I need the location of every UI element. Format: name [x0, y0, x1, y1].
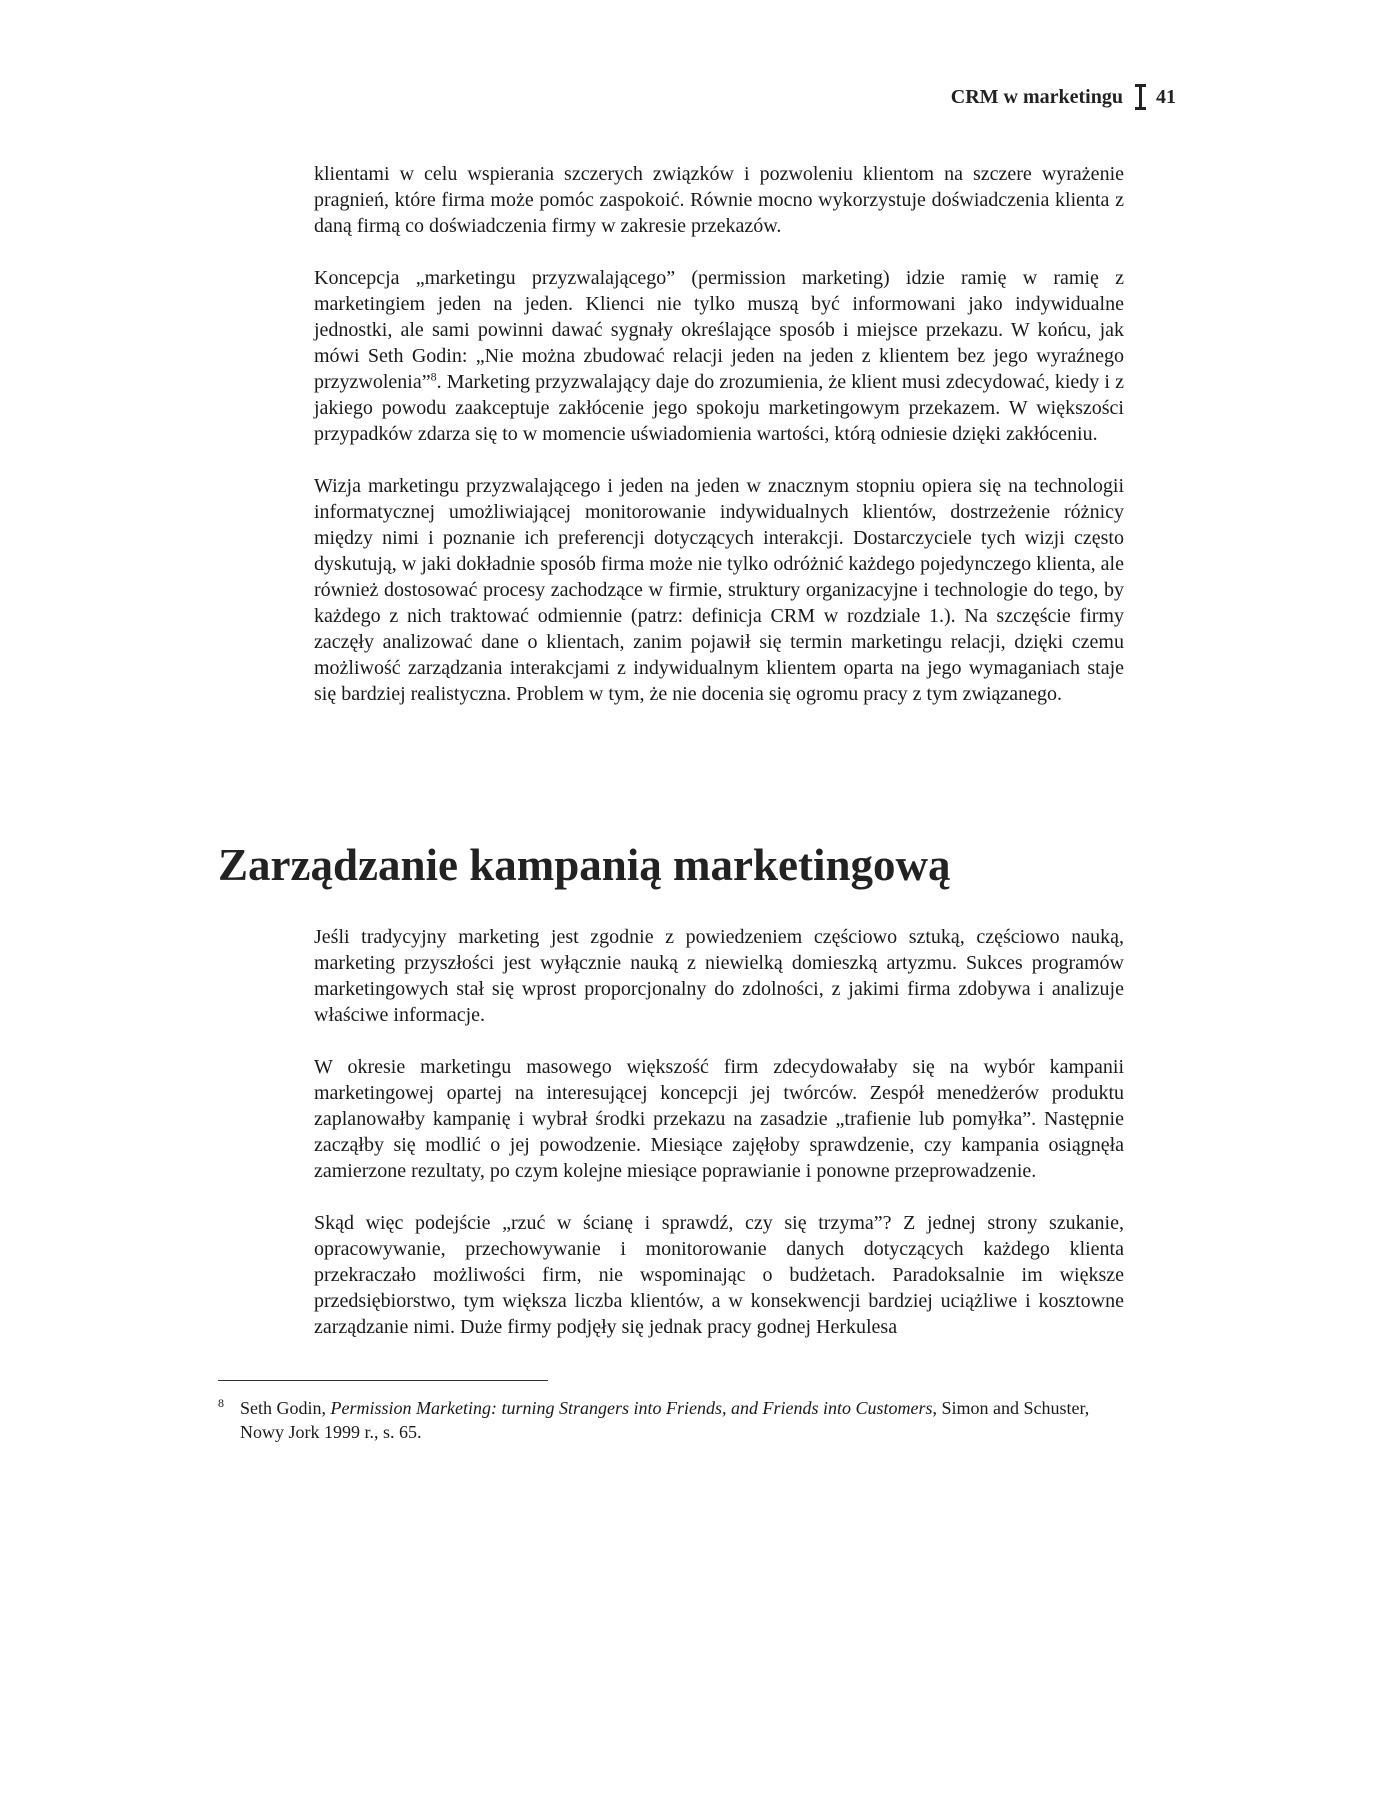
running-header: [951, 84, 1176, 110]
paragraph: klientami w celu wspierania szczerych związków i pozwoleniu klientom na szczere wyrażenie pragnień, które firma może pomóc zaspokoić. Równie mocno wykorzystuje doświadczenia klienta z daną firmą co doświadczenia firmy w zakresie przekazów.: [314, 163, 1124, 237]
footnote-divider: [218, 1380, 548, 1381]
section-heading: Zarządzanie kampanią marketingową: [218, 840, 951, 890]
paragraph: Skąd więc podejście „rzuć w ścianę i sprawdź, czy się trzyma”? Z jednej strony szukanie, opracowywanie, przechowywanie i monitorowanie danych dotyczących każdego klienta przekraczało możliwości firm, nie wspominając o budżetach. Paradoksalnie im większe przedsiębiorstwo, tym większa liczba klientów, a w konsekwencji bardziej uciążliwe i kosztowne zarządzanie nimi. Duże firmy podjęły się jednak pracy godnej Herkulesa: [314, 1212, 1124, 1338]
paragraph-with-footnote-ref: [314, 265, 1124, 447]
footnote-reference[interactable]: 8: [430, 369, 437, 384]
footnote-text: [234, 1396, 1124, 1444]
footnote-publication: , Simon and Schuster, Nowy Jork 1999 r., s. 65.: [240, 1398, 1090, 1442]
paragraph: W okresie marketingu masowego większość firm zdecydowałaby się na wybór kampanii marketingowej opartej na interesującej koncepcji jej twórców. Zespół menedżerów produktu zaplanowałby kampanię i wybrał środki przekazu na zasadzie „trafienie lub pomyłka”. Następnie zacząłby się modlić o jej powodzenie. Miesiące zajęłoby sprawdzenie, czy kampania osiągnęła zamierzone rezultaty, po czym kolejne miesiące poprawianie i ponowne przeprowadzenie.: [314, 1056, 1124, 1182]
footnote-book-title: Permission Marketing: turning Strangers into Friends, and Friends into Customers: [330, 1398, 933, 1418]
body-section-2: [314, 924, 1124, 1340]
footnote-author: Seth Godin,: [240, 1398, 331, 1418]
running-header-title: CRM w marketingu: [950, 85, 1123, 108]
paragraph-text: . Marketing przyzwalający daje do zrozumienia, że klient musi zdecydować, kiedy i z jakiego powodu zaakceptuje zakłócenie jego spokoju marketingowym przekazem. W większości przypadków zdarza się to w momencie uświadomienia wartości, którą odniesie dzięki zakłóceniu.: [314, 371, 1124, 445]
page-number: 41: [1156, 85, 1176, 108]
paragraph: Jeśli tradycyjny marketing jest zgodnie z powiedzeniem częściowo sztuką, częściowo nauką, marketing przyszłości jest wyłącznie nauką z niewielką domieszką artyzmu. Sukces programów marketingowych stał się wprost proporcjonalny do zdolności, z jakimi firma zdobywa i analizuje właściwe informacje.: [314, 926, 1124, 1026]
footnote: [218, 1396, 1124, 1444]
footnote-number: 8: [218, 1396, 224, 1410]
paragraph-text: Koncepcja „marketingu przyzwalającego” (permission marketing) idzie ramię w ramię z marketingiem jeden na jeden. Klienci nie tylko muszą być informowani jako indywidualne jednostki, ale sami powinni dawać sygnały określające sposób i miejsce przekazu. W końcu, jak mówi Seth Godin: „Nie można zbudować relacji jeden na jeden z klientem bez jego wyraźnego przyzwolenia”: [314, 267, 1124, 393]
header-separator-bar: [1139, 84, 1142, 110]
paragraph: Wizja marketingu przyzwalającego i jeden na jeden w znacznym stopniu opiera się na technologii informatycznej umożliwiającej monitorowanie indywidualnych klientów, dostrzeżenie różnicy między nimi i poznanie ich preferencji dotyczących interakcji. Dostarczyciele tych wizji często dyskutują, w jaki dokładnie sposób firma może nie tylko odróżnić każdego pojedynczego klienta, ale również dostosować procesy zachodzące w firmie, struktury organizacyjne i technologie do tego, by każdego z nich traktować odmiennie (patrz: definicja CRM w rozdziale 1.). Na szczęście firmy zaczęły analizować dane o klientach, zanim pojawił się termin marketingu relacji, dzięki czemu możliwość zarządzania interakcjami z indywidualnym klientem oparta na jego wymaganiach staje się bardziej realistyczna. Problem w tym, że nie docenia się ogromu pracy z tym związanego.: [314, 475, 1124, 705]
body-section-1: [314, 161, 1124, 707]
